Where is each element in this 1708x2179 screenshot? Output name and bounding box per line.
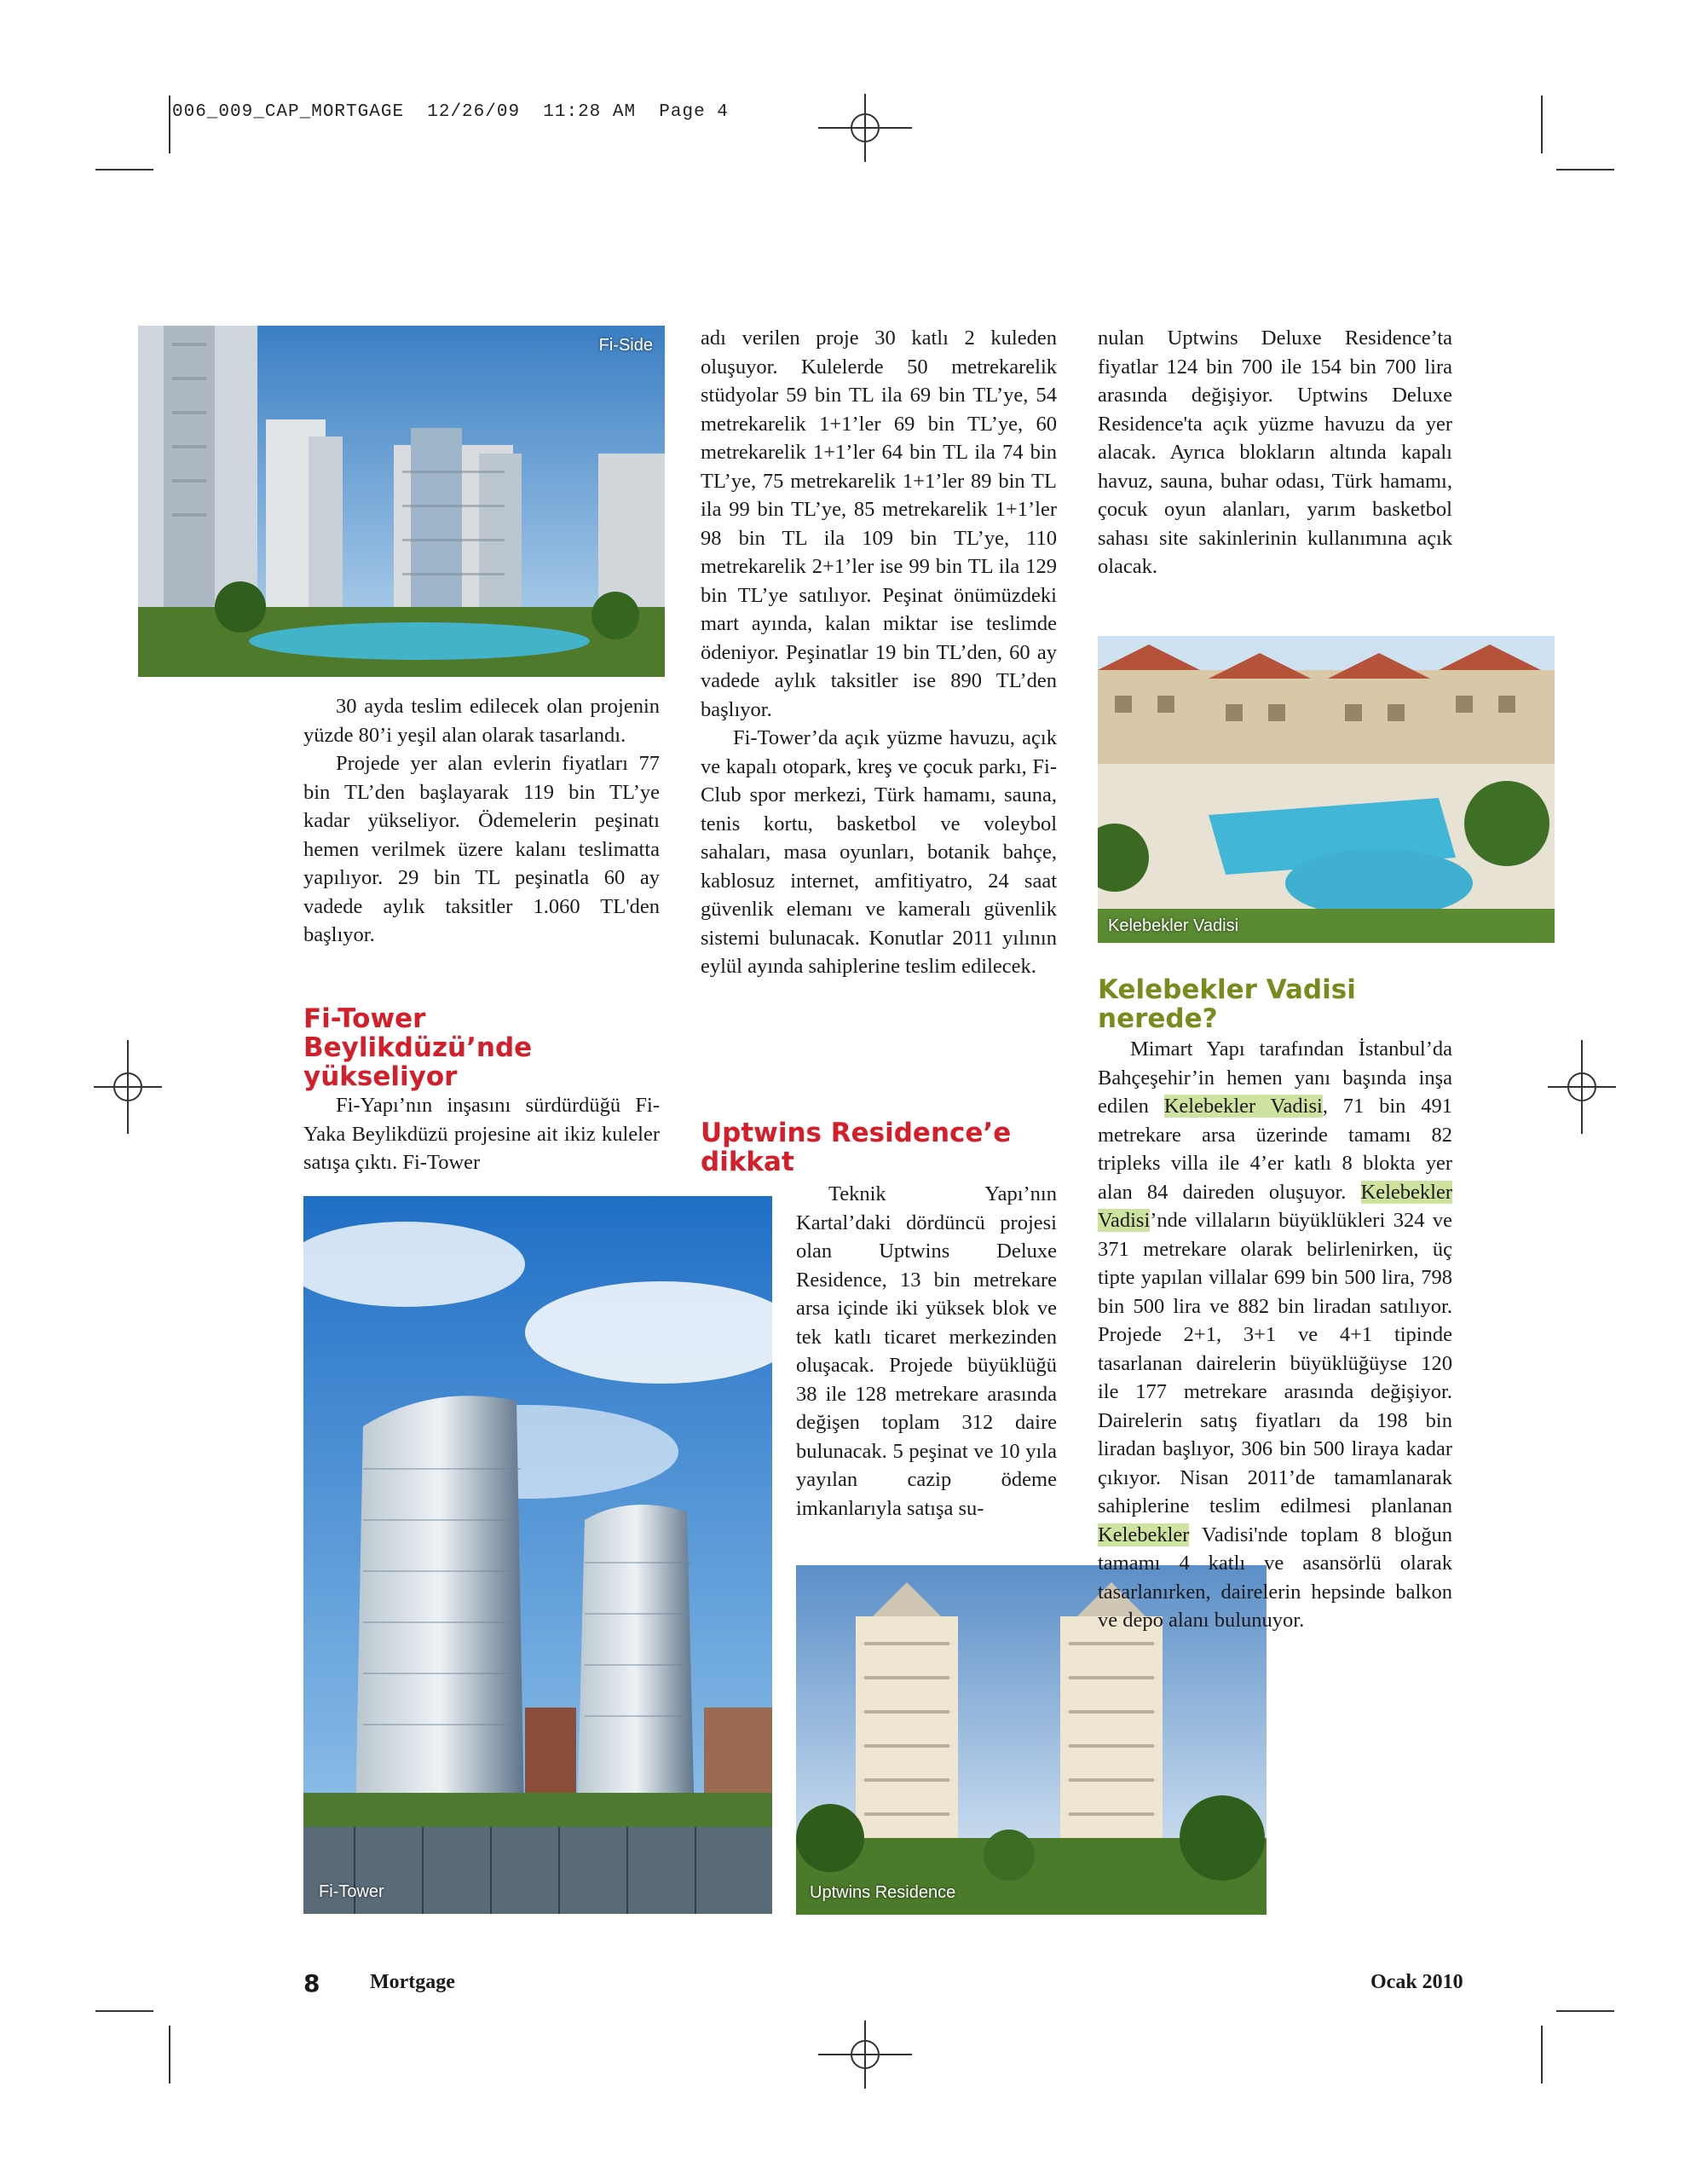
- fi-tower-photo: [303, 1196, 772, 1914]
- col3-text-a: Mimart Yapı tarafından İstanbul’da Bahçeşehir’in hemen yanı başında inşa edilen: [1098, 1037, 1452, 1118]
- col3-text-d: Vadisi'nde toplam 8 bloğun tamamı 4 katlı ve asansörlü olarak tasarlanırken, dairelerin hepsinde balkon ve depo alanı bulunuyor.: [1098, 1523, 1452, 1632]
- col3-text-c: ’nde villaların büyüklükleri 324 ve 371 metrekare olarak belirlenirken, üç tipte yapılan villalar 699 bin 500 lira, 798 bin 500 lira ve 882 bin liradan satılıyor. Projede 2+1, 3+1 ve 4+1 tipinde tasarlanan dairelerin büyüklüğüyse 120 ile 177 metrekare arasında değişiyor. Dairelerin satış fiyatları da 198 bin liradan başlıyor, 306 bin 500 liraya kadar çıkıyor. Nisan 2011’de tamamlanarak sahiplerine teslim edilmesi planlanan: [1098, 1209, 1452, 1517]
- column-3-text: [1098, 324, 1452, 581]
- kelebekler-caption: Kelebekler Vadisi: [1108, 916, 1239, 935]
- kelebekler-photo: [1098, 636, 1555, 943]
- kelebekler-heading: Kelebekler Vadisi nerede?: [1098, 974, 1356, 1034]
- highlight-kelebekler-3: Kelebekler: [1098, 1523, 1190, 1546]
- fi-tower-caption: Fi-Tower: [319, 1882, 384, 1901]
- fi-tower-heading: Fi-Tower Beylikdüzü’nde yükseliyor: [303, 1003, 533, 1092]
- page-number: 8: [303, 1969, 320, 1997]
- column-2-text: [701, 324, 1057, 981]
- col2-paragraph-1: adı verilen proje 30 katlı 2 kuleden oluşuyor. Kulelerde 50 metrekarelik stüdyolar 59 bin TL ila 69 bin TL’ye, 54 metrekarelik 1+1’ler 69 bin TL’ye, 60 metrekarelik 1+1’ler 64 bin TL ila 74 bin TL’ye, 75 metrekarelik 1+1’ler 89 bin TL ila 99 bin TL’ye, 85 metrekarelik 1+1’ler 98 bin TL ila 109 bin TL’ye, 110 metrekarelik 2+1’ler ise 99 bin TL ila 129 bin TL’ye satılıyor. Peşinat önümüzdeki mart ayında, kalan miktar ise teslimde ödeniyor. Peşinatlar 19 bin TL’den, 60 ay vadede aylık taksitler ise 890 TL’den başlıyor.: [701, 327, 1057, 721]
- fi-side-photo: [138, 326, 665, 677]
- column-2-text-lower: [796, 1180, 1057, 1523]
- col2-paragraph-3: Teknik Yapı’nın Kartal’daki dördüncü projesi olan Uptwins Deluxe Residence, 13 bin metrekare arsa içinde iki yüksek blok ve tek katlı ticaret merkezinden oluşacak. Projede büyüklüğü 38 ile 128 metrekare arasında değişen toplam 312 daire bulunacak. 5 peşinat ve 10 yıla yayılan cazip ödeme imkanlarıyla satışa su-: [796, 1182, 1057, 1520]
- column-1-text: [303, 692, 660, 950]
- print-slug: 006_009_CAP_MORTGAGE 12/26/09 11:28 AM Page 4: [172, 102, 729, 122]
- fi-side-caption: Fi-Side: [598, 336, 653, 355]
- registration-mark-left: [94, 1040, 162, 1134]
- col1-paragraph-3: Fi-Yapı’nın inşasını sürdürdüğü Fi-Yaka Beylikdüzü projesine ait ikiz kuleler satışa çıktı. Fi-Tower: [303, 1094, 660, 1174]
- col3-paragraph-2: [1098, 1035, 1452, 1635]
- issue-date: Ocak 2010: [1370, 1971, 1463, 1993]
- highlight-kelebekler-2: Kelebekler Vadisi: [1098, 1180, 1452, 1232]
- highlight-kelebekler-1: Kelebekler Vadisi: [1163, 1095, 1323, 1118]
- col1-paragraph-1: 30 ayda teslim edilecek olan projenin yüzde 80’i yeşil alan olarak tasarlandı.: [303, 695, 660, 747]
- col1-paragraph-2: Projede yer alan evlerin fiyatları 77 bin TL’den başlayarak 119 bin TL’ye kadar yükseliyor. Ödemelerin peşinatı hemen verilmek üzere kalanı teslimatta yapılıyor. 29 bin TL peşinatla 60 ay vadede aylık taksitler 1.060 TL'den başlıyor.: [303, 752, 660, 946]
- col3-text-b: , 71 bin 491 metrekare arsa üzerinde tamamı 82 tripleks villa ile 4’er katlı 8 blokta yer alan 84 daireden oluşuyor.: [1098, 1095, 1452, 1204]
- magazine-name: Mortgage: [370, 1971, 455, 1993]
- col3-paragraph-1: nulan Uptwins Deluxe Residence’ta fiyatlar 124 bin 700 ile 154 bin 700 lira arasında değişiyor. Uptwins Deluxe Residence'ta açık yüzme havuzu da yer alacak. Ayrıca blokların altında kapalı havuz, sauna, buhar odası, Türk hamamı, çocuk oyun alanları, yarım basketbol sahası site sakinlerinin kullanımına açık olacak.: [1098, 327, 1452, 578]
- registration-mark-bottom: [818, 2020, 912, 2089]
- registration-mark-top: [818, 94, 912, 162]
- uptwins-caption: Uptwins Residence: [810, 1883, 956, 1902]
- registration-mark-right: [1548, 1040, 1616, 1134]
- column-1-text-lower: [303, 1091, 660, 1177]
- col2-paragraph-2: Fi-Tower’da açık yüzme havuzu, açık ve kapalı otopark, kreş ve çocuk parkı, Fi-Club spor merkezi, Türk hamamı, sauna, tenis kortu, basketbol ve voleybol sahaları, masa oyunları, botanik bahçe, kablosuz internet, amfitiyatro, 24 saat güvenlik elemanı ve kameralı güvenlik sistemi bulunacak. Konutlar 2011 yılının eylül ayında sahiplerine teslim edilecek.: [701, 726, 1057, 978]
- column-3-text-lower: [1098, 1035, 1452, 1635]
- uptwins-heading: Uptwins Residence’e dikkat: [701, 1118, 1012, 1177]
